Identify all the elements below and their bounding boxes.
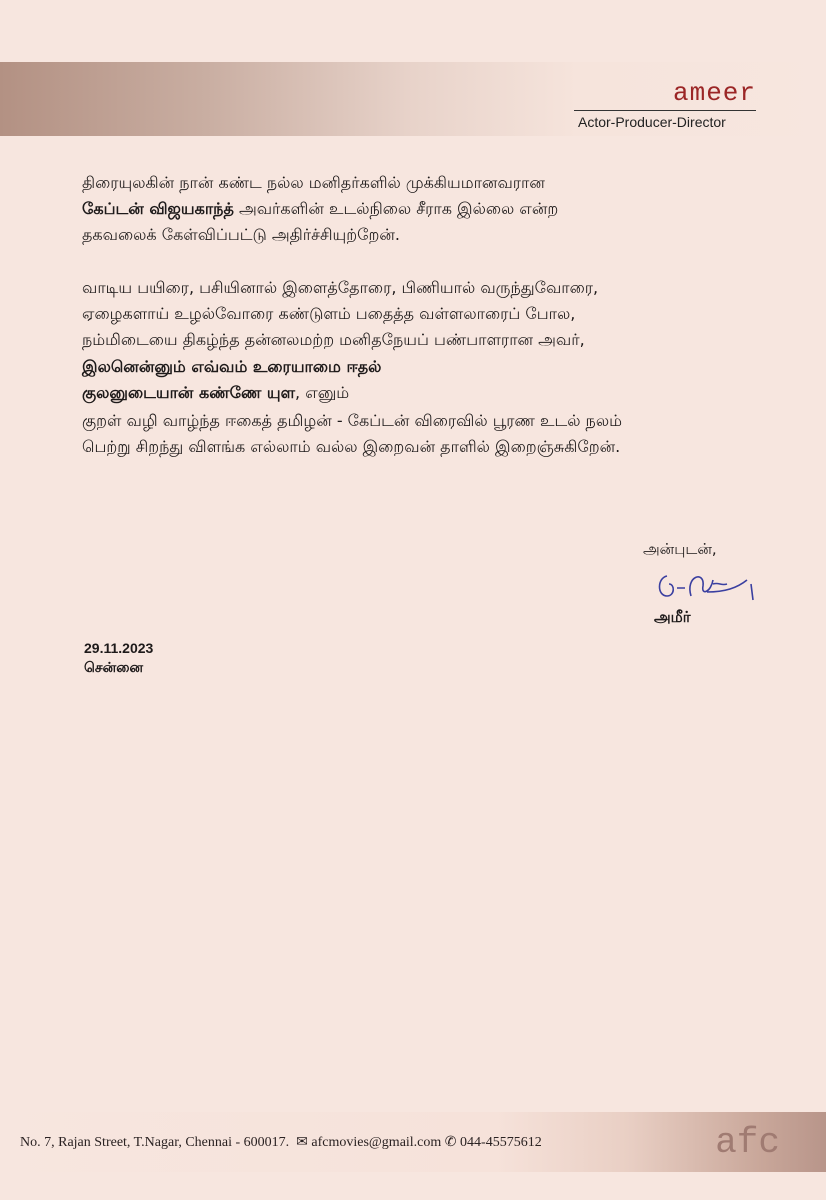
subject-name: கேப்டன் விஜயகாந்த்	[82, 199, 234, 218]
signatory-name: அமீர்	[654, 608, 691, 626]
kural-line: இலனென்னும் எவ்வம் உரையாமை ஈதல்	[82, 357, 382, 376]
footer-email: afcmovies@gmail.com	[311, 1135, 442, 1150]
body-line: திரையுலகின் நான் கண்ட நல்ல மனிதர்களில் முக்கியமானவரான	[82, 173, 545, 192]
body-line: பெற்று சிறந்து விளங்க எல்லாம் வல்ல இறைவன் தாளில் இறைஞ்சுகிறேன்.	[82, 437, 621, 456]
mail-icon: ✉	[296, 1135, 308, 1150]
body-line: தகவலைக் கேள்விப்பட்டு அதிர்ச்சியுற்றேன்.	[82, 225, 400, 244]
footer-contact	[20, 1134, 542, 1151]
signature	[655, 566, 765, 606]
signature-icon	[655, 566, 765, 606]
body-line: குறள் வழி வாழ்ந்த ஈகைத் தமிழன் - கேப்டன் விரைவில் பூரண உடல் நலம்	[82, 411, 622, 430]
closing-salutation: அன்புடன்,	[643, 540, 717, 558]
kural-text: குலனுடையான் கண்ணே யுள	[82, 383, 296, 402]
letter-place: சென்னை	[84, 660, 144, 676]
footer-logo: afc	[715, 1122, 780, 1163]
body-line: நம்மிடையை திகழ்ந்த தன்னலமற்ற மனிதநேயப் பண்பாளரான அவர்,	[82, 330, 585, 349]
letterhead-brand: ameer	[672, 78, 756, 108]
letterhead-role: Actor-Producer-Director	[578, 114, 726, 130]
footer-phone: 044-45575612	[460, 1135, 542, 1150]
footer-address: No. 7, Rajan Street, T.Nagar, Chennai - 600017.	[20, 1135, 290, 1150]
body-line: வாடிய பயிரை, பசியினால் இளைத்தோரை, பிணியால் வருந்துவோரை,	[82, 278, 599, 297]
body-text: அவர்களின் உடல்நிலை சீராக இல்லை என்ற	[233, 199, 559, 218]
letter-date: 29.11.2023	[84, 640, 154, 656]
letterhead-divider	[574, 110, 756, 111]
phone-icon: ✆	[444, 1135, 457, 1150]
body-line	[82, 199, 558, 220]
body-text: , எனும்	[295, 383, 350, 402]
kural-line	[82, 383, 349, 404]
body-line: ஏழைகளாய் உழல்வோரை கண்டுளம் பதைத்த வள்ளலாரைப் போல,	[82, 304, 576, 323]
